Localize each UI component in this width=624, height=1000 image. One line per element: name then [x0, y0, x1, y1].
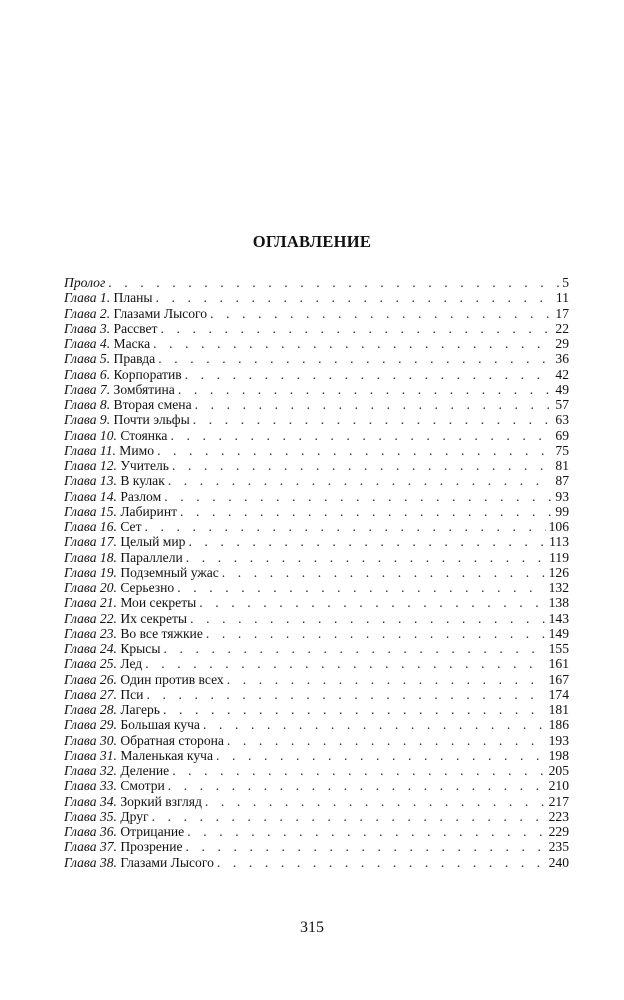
toc-page-number: 63 [555, 412, 569, 428]
chapter-title: Большая куча [120, 717, 200, 733]
toc-entry [64, 794, 569, 809]
chapter-title: Подземный ужас [120, 564, 219, 580]
toc-page-number: 155 [548, 641, 569, 656]
toc-entry [64, 428, 569, 443]
toc-page-number: 126 [548, 564, 569, 580]
chapter-title: Крысы [120, 641, 161, 656]
dot-leader [199, 595, 545, 610]
dot-leader [156, 290, 553, 305]
chapter-number: Глава 37. [64, 839, 117, 855]
dot-leader [146, 687, 545, 702]
toc-page-number: 81 [555, 458, 569, 473]
chapter-number: Глава 4. [64, 336, 111, 351]
dot-leader [168, 778, 546, 793]
chapter-title: Глазами Лысого [120, 854, 214, 870]
toc-page-number: 161 [548, 656, 569, 672]
toc-page-number: 181 [548, 702, 569, 717]
chapter-title: Стоянка [120, 427, 168, 443]
chapter-title: Целый мир [120, 534, 186, 550]
dot-leader [157, 443, 552, 458]
toc-page-number: 17 [555, 305, 569, 321]
toc-entry-label [64, 733, 224, 748]
toc-entry [64, 809, 569, 824]
chapter-title: Зомбятина [113, 381, 175, 397]
toc-page-number: 5 [562, 275, 569, 290]
toc-entry-label [64, 717, 200, 732]
toc-page-number: 75 [555, 442, 569, 458]
toc-page-number: 210 [548, 778, 569, 794]
toc-page-number: 149 [548, 625, 569, 641]
toc-entry [64, 839, 569, 854]
toc-entry [64, 595, 569, 610]
toc-entry-label [64, 534, 185, 549]
dot-leader [227, 733, 546, 748]
dot-leader [158, 351, 552, 366]
toc-entry [64, 580, 569, 595]
toc-page-number: 11 [555, 290, 569, 306]
dot-leader [145, 656, 545, 671]
chapter-title: Рассвет [113, 320, 158, 336]
toc-entry-label [64, 443, 154, 458]
toc-page-number: 119 [549, 549, 569, 565]
chapter-title: Во все тяжкие [120, 625, 203, 641]
toc-entry-label [64, 306, 207, 321]
chapter-number: Глава 25. [64, 656, 117, 672]
chapter-number: Глава 36. [64, 824, 117, 839]
chapter-number: Глава 30. [64, 732, 117, 748]
dot-leader [195, 397, 553, 412]
chapter-number: Глава 17. [64, 534, 117, 550]
toc-page-number: 36 [555, 351, 569, 367]
toc-entry-label [64, 641, 160, 656]
chapter-title: Один против всех [120, 671, 224, 687]
chapter-number: Глава 12. [64, 458, 117, 473]
toc-entry [64, 367, 569, 382]
chapter-number: Глава 2. [64, 305, 111, 321]
toc-entry-label [64, 580, 174, 595]
toc-page-number: 223 [548, 808, 569, 824]
toc-entry [64, 397, 569, 412]
toc-entry [64, 489, 569, 504]
toc-entry-label [64, 611, 187, 626]
toc-entry-label [64, 809, 149, 824]
dot-leader [205, 794, 546, 809]
toc-entry-label [64, 656, 142, 671]
dot-leader [170, 428, 552, 443]
dot-leader [108, 275, 559, 290]
chapter-title: Разлом [120, 488, 162, 504]
toc-entry-label [64, 290, 153, 305]
toc-entry-label [64, 550, 183, 565]
chapter-title: Смотри [120, 778, 165, 794]
toc-page-number: 138 [548, 595, 569, 611]
toc-entry-label [64, 778, 165, 793]
chapter-title: Учитель [120, 458, 170, 473]
chapter-number: Глава 21. [64, 595, 117, 611]
toc-entry-label [64, 473, 165, 488]
dot-leader [180, 504, 552, 519]
toc-entry-label [64, 412, 190, 427]
chapter-number: Глава 9. [64, 412, 111, 428]
dot-leader [227, 672, 546, 687]
chapter-number: Глава 3. [64, 320, 111, 336]
toc-page-number: 217 [548, 793, 569, 809]
chapter-number: Глава 33. [64, 778, 117, 794]
dot-leader [172, 763, 545, 778]
chapter-title: Вторая смена [113, 397, 192, 412]
toc-page-number: 29 [555, 336, 569, 351]
toc-entry [64, 778, 569, 793]
toc-page-number: 186 [548, 717, 569, 733]
dot-leader [163, 702, 546, 717]
toc-entry-label [64, 504, 177, 519]
toc-entry-label [64, 351, 155, 366]
toc-entry [64, 733, 569, 748]
dot-leader [172, 458, 552, 473]
chapter-title: Отрицание [120, 824, 185, 839]
toc-entry-label [64, 763, 169, 778]
toc-page-number: 193 [548, 732, 569, 748]
toc-entry-label [64, 397, 192, 412]
dot-leader [168, 473, 553, 488]
toc-entry-label [64, 428, 167, 443]
chapter-title: В кулак [120, 473, 165, 489]
toc-entry-label [64, 382, 175, 397]
chapter-number: Глава 10. [64, 427, 117, 443]
toc-page-number: 106 [548, 519, 569, 534]
chapter-title: Планы [113, 290, 153, 306]
toc-entry-label [64, 626, 203, 641]
toc-entry [64, 504, 569, 519]
chapter-title: Друг [120, 808, 149, 824]
toc-entry [64, 443, 569, 458]
toc-page-number: 174 [548, 686, 569, 702]
chapter-number: Глава 26. [64, 671, 117, 687]
chapter-title: Почти эльфы [113, 412, 190, 428]
toc-page-number: 240 [548, 854, 569, 870]
chapter-number: Глава 18. [64, 549, 117, 565]
chapter-number: Глава 23. [64, 625, 117, 641]
dot-leader [161, 321, 553, 336]
toc-entry-label [64, 321, 158, 336]
chapter-title: Деление [120, 763, 170, 778]
toc-page-number: 87 [555, 473, 569, 489]
toc-entry [64, 626, 569, 641]
toc-entry [64, 290, 569, 305]
toc-entry [64, 550, 569, 565]
toc-entry [64, 855, 569, 870]
chapter-number: Глава 22. [64, 610, 117, 626]
toc-entry [64, 321, 569, 336]
chapter-number: Глава 24. [64, 641, 117, 656]
dot-leader [193, 412, 553, 427]
chapter-number: Пролог [64, 275, 106, 290]
toc-entry [64, 336, 569, 351]
chapter-number: Глава 32. [64, 763, 117, 778]
toc-entry [64, 687, 569, 702]
dot-leader [178, 382, 553, 397]
toc-page-number: 132 [548, 580, 569, 595]
chapter-number: Глава 16. [64, 519, 117, 534]
toc-entry [64, 412, 569, 427]
toc-entry [64, 534, 569, 549]
dot-leader [145, 519, 546, 534]
chapter-title: Корпоратив [113, 366, 182, 382]
toc-entry-label [64, 687, 143, 702]
toc-entry-label [64, 458, 169, 473]
dot-leader [185, 367, 553, 382]
chapter-number: Глава 7. [64, 381, 111, 397]
dot-leader [186, 839, 546, 854]
toc-page-number: 49 [555, 381, 569, 397]
dot-leader [153, 336, 552, 351]
toc-page-number: 167 [548, 671, 569, 687]
toc-page-number: 143 [548, 610, 569, 626]
toc-page-number: 69 [555, 427, 569, 443]
chapter-title: Лагерь [120, 702, 160, 717]
chapter-title: Серьезно [120, 580, 175, 595]
toc-entry-label [64, 519, 142, 534]
chapter-number: Глава 8. [64, 397, 111, 412]
toc-page-number: 235 [548, 839, 569, 855]
dot-leader [186, 550, 546, 565]
toc-entry [64, 611, 569, 626]
toc-page-number: 57 [555, 397, 569, 412]
chapter-title: Их секреты [120, 610, 188, 626]
toc-entry [64, 306, 569, 321]
chapter-number: Глава 27. [64, 686, 117, 702]
toc-entry [64, 565, 569, 580]
toc-entry [64, 473, 569, 488]
dot-leader [164, 489, 552, 504]
table-of-contents [64, 275, 569, 870]
toc-entry [64, 458, 569, 473]
toc-entry [64, 717, 569, 732]
chapter-title: Обратная сторона [120, 732, 224, 748]
toc-page-number: 229 [548, 824, 569, 839]
chapter-number: Глава 20. [64, 580, 117, 595]
dot-leader [206, 626, 546, 641]
chapter-title: Правда [113, 351, 156, 367]
chapter-number: Глава 19. [64, 564, 117, 580]
chapter-number: Глава 1. [64, 290, 111, 306]
toc-entry-label [64, 565, 219, 580]
toc-entry-label [64, 702, 160, 717]
toc-entry-label [64, 672, 224, 687]
chapter-number: Глава 38. [64, 854, 117, 870]
toc-entry [64, 824, 569, 839]
chapter-title: Маска [113, 336, 151, 351]
toc-entry-label [64, 855, 214, 870]
chapter-number: Глава 15. [64, 503, 117, 519]
toc-page-number: 93 [555, 488, 569, 504]
toc-page-number: 22 [555, 320, 569, 336]
toc-entry-label [64, 595, 196, 610]
page-title: ОГЛАВЛЕНИЕ [252, 232, 372, 251]
chapter-title: Мои секреты [120, 595, 197, 611]
chapter-title: Зоркий взгляд [120, 793, 202, 809]
chapter-number: Глава 31. [64, 747, 117, 763]
chapter-number: Глава 5. [64, 351, 111, 367]
chapter-title: Мимо [119, 442, 155, 458]
toc-entry [64, 641, 569, 656]
chapter-title: Лед [120, 656, 143, 672]
toc-entry [64, 702, 569, 717]
toc-page-number: 198 [548, 747, 569, 763]
dot-leader [216, 748, 546, 763]
chapter-title: Прозрение [120, 839, 183, 855]
toc-entry [64, 656, 569, 671]
toc-page-number: 42 [555, 366, 569, 382]
dot-leader [217, 855, 546, 870]
dot-leader [188, 534, 546, 549]
page-number: 315 [300, 919, 324, 936]
dot-leader [203, 717, 546, 732]
toc-entry-label [64, 489, 161, 504]
toc-page-number: 113 [549, 534, 569, 550]
chapter-number: Глава 29. [64, 717, 117, 733]
dot-leader [187, 824, 545, 839]
toc-page-number: 99 [555, 503, 569, 519]
chapter-number: Глава 34. [64, 793, 117, 809]
toc-entry [64, 748, 569, 763]
toc-entry [64, 351, 569, 366]
toc-entry-label [64, 839, 183, 854]
chapter-title: Глазами Лысого [113, 305, 208, 321]
toc-page-number: 205 [548, 763, 569, 778]
chapter-title: Параллели [120, 549, 183, 565]
toc-entry-label [64, 824, 184, 839]
toc-entry-label [64, 748, 213, 763]
chapter-title: Пси [120, 686, 144, 702]
chapter-title: Лабиринт [120, 503, 178, 519]
toc-entry [64, 519, 569, 534]
dot-leader [177, 580, 545, 595]
chapter-number: Глава 14. [64, 488, 117, 504]
toc-entry-label [64, 336, 150, 351]
toc-entry [64, 763, 569, 778]
chapter-number: Глава 6. [64, 366, 111, 382]
toc-entry [64, 275, 569, 290]
chapter-number: Глава 35. [64, 808, 117, 824]
toc-entry-label [64, 794, 202, 809]
chapter-number: Глава 11. [64, 442, 116, 458]
dot-leader [222, 565, 546, 580]
chapter-title: Маленькая куча [120, 747, 214, 763]
dot-leader [210, 306, 552, 321]
chapter-number: Глава 28. [64, 702, 117, 717]
chapter-number: Глава 13. [64, 473, 117, 489]
dot-leader [190, 611, 546, 626]
chapter-title: Сет [120, 519, 142, 534]
toc-entry-label [64, 367, 182, 382]
dot-leader [152, 809, 546, 824]
toc-entry-label [64, 275, 105, 290]
dot-leader [163, 641, 545, 656]
toc-entry [64, 382, 569, 397]
toc-entry [64, 672, 569, 687]
